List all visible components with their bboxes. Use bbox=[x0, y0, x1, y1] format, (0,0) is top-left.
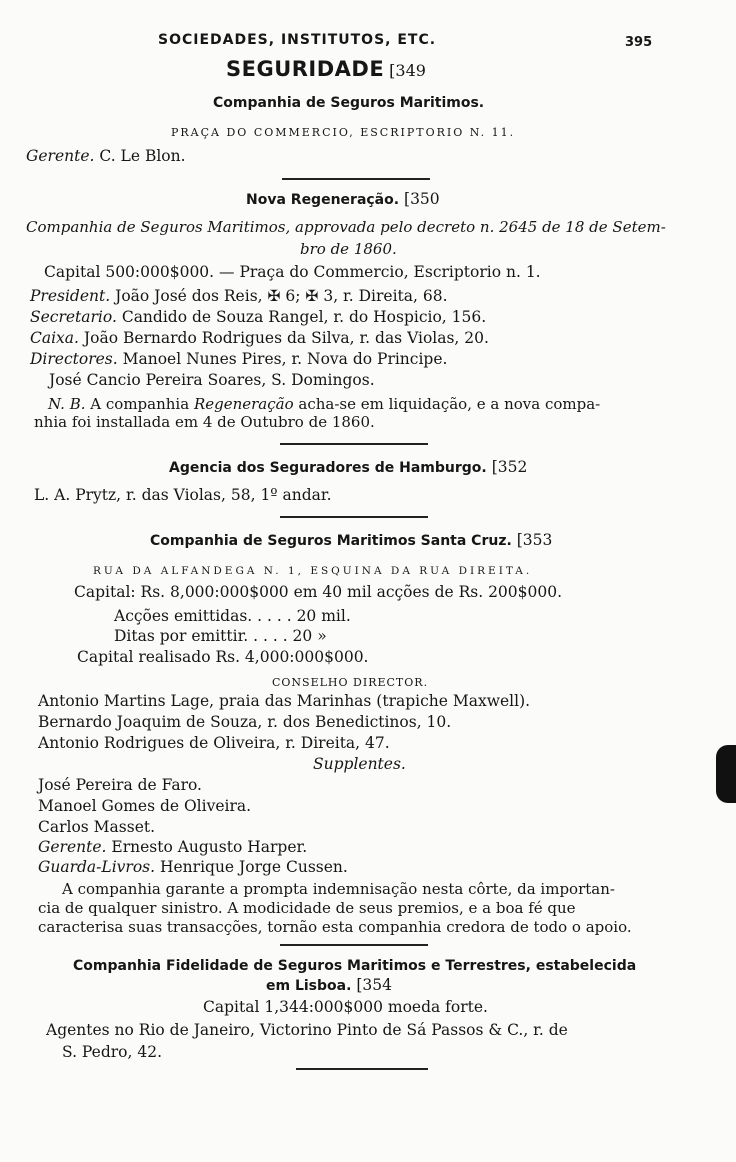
caixa-name: João Bernardo Rodrigues da Silva, r. das Violas, 20. bbox=[83, 329, 489, 347]
entry-350-nb-2: nhia foi installada em 4 de Outubro de 1860. bbox=[34, 413, 375, 431]
caixa-label: Caixa. bbox=[30, 329, 79, 347]
entry-349-gerente bbox=[26, 147, 186, 166]
divider bbox=[280, 516, 428, 518]
entry-353-address: RUA DA ALFANDEGA N. 1, ESQUINA DA RUA DIREITA. bbox=[93, 565, 533, 577]
divider bbox=[280, 944, 428, 946]
page-number: 395 bbox=[625, 35, 653, 50]
entry-349-address: PRAÇA DO COMMERCIO, ESCRIPTORIO N. 11. bbox=[171, 126, 516, 139]
nb-pre: A companhia bbox=[90, 395, 190, 413]
supplente: Manoel Gomes de Oliveira. bbox=[38, 797, 252, 815]
entry-354-heading-2 bbox=[266, 976, 392, 996]
conselho-header: CONSELHO DIRECTOR. bbox=[272, 676, 429, 689]
president-name: João José dos Reis, ✠ 6; ✠ 3, r. Direita, 68. bbox=[115, 287, 448, 305]
directores-label: Directores. bbox=[30, 350, 118, 368]
ditas-por-emittir: Ditas por emittir. . . . . 20 » bbox=[114, 627, 327, 645]
entry-350-desc-1: Companhia de Seguros Maritimos, approvada pelo decreto n. 2645 de 18 de Setem- bbox=[26, 218, 666, 236]
entry-353-gerente bbox=[38, 838, 307, 857]
acoes-emittidas: Acções emittidas. . . . . 20 mil. bbox=[114, 607, 351, 625]
secretario-name: Candido de Souza Rangel, r. do Hospicio, 156. bbox=[121, 308, 487, 326]
conselho-member: Bernardo Joaquim de Souza, r. dos Benedictinos, 10. bbox=[38, 713, 452, 731]
divider bbox=[296, 1068, 428, 1070]
entry-350-name: Nova Regeneração. bbox=[246, 192, 400, 208]
supplente: Carlos Masset. bbox=[38, 818, 156, 836]
gerente-label: Gerente. bbox=[38, 838, 107, 856]
divider bbox=[280, 443, 428, 445]
section-heading bbox=[226, 57, 426, 86]
entry-number-350: [350 bbox=[404, 190, 440, 208]
entry-350-nb bbox=[48, 395, 600, 414]
entry-352-address: L. A. Prytz, r. das Violas, 58, 1º andar. bbox=[34, 486, 332, 504]
supplente: José Pereira de Faro. bbox=[38, 776, 202, 794]
entry-353-name: Companhia de Seguros Maritimos Santa Cruz. bbox=[150, 533, 512, 549]
secretario-label: Secretario. bbox=[30, 308, 117, 326]
entry-350-directores bbox=[30, 350, 447, 369]
entry-353-heading bbox=[150, 531, 552, 551]
guarda-livros-name: Henrique Jorge Cussen. bbox=[159, 858, 348, 876]
entry-350-director-2: José Cancio Pereira Soares, S. Domingos. bbox=[49, 371, 375, 389]
entry-352-heading bbox=[169, 458, 527, 478]
conselho-member: Antonio Rodrigues de Oliveira, r. Direita, 47. bbox=[38, 734, 390, 752]
entry-350-president bbox=[30, 287, 448, 306]
nb-label: N. B. bbox=[48, 395, 86, 413]
entry-354-name-1: Companhia Fidelidade de Seguros Maritimos e Terrestres, estabelecida bbox=[73, 958, 637, 974]
ink-blot bbox=[716, 745, 736, 803]
president-label: President. bbox=[30, 287, 111, 305]
entry-350-desc-2: bro de 1860. bbox=[300, 240, 397, 258]
entry-350-heading bbox=[246, 190, 440, 210]
capital-realisado: Capital realisado Rs. 4,000:000$000. bbox=[77, 648, 369, 666]
conselho-member: Antonio Martins Lage, praia das Marinhas (trapiche Maxwell). bbox=[38, 692, 531, 710]
entry-354-name-2: em Lisboa. bbox=[266, 978, 352, 994]
entry-353-guarda-livros bbox=[38, 858, 348, 877]
nb-post: acha-se em liquidação, e a nova compa- bbox=[298, 395, 601, 413]
entry-352-name: Agencia dos Seguradores de Hamburgo. bbox=[169, 460, 487, 476]
entry-350-secretario bbox=[30, 308, 486, 327]
divider bbox=[282, 178, 430, 180]
section-title: SEGURIDADE bbox=[226, 57, 385, 81]
entry-349-name: Companhia de Seguros Maritimos. bbox=[213, 95, 485, 111]
entry-350-caixa bbox=[30, 329, 489, 348]
entry-number-354: [354 bbox=[356, 976, 392, 994]
entry-354-agents-1: Agentes no Rio de Janeiro, Victorino Pinto de Sá Passos & C., r. de bbox=[46, 1021, 568, 1039]
supplentes-header: Supplentes. bbox=[313, 755, 406, 773]
entry-number-352: [352 bbox=[491, 458, 528, 476]
entry-353-capital: Capital: Rs. 8,000:000$000 em 40 mil acções de Rs. 200$000. bbox=[74, 583, 563, 601]
entry-353-paragraph-1: A companhia garante a prompta indemnisação nesta côrte, da importan- bbox=[62, 880, 615, 898]
gerente-name: C. Le Blon. bbox=[99, 147, 186, 165]
entry-number-353: [353 bbox=[516, 531, 553, 549]
running-title: SOCIEDADES, INSTITUTOS, ETC. bbox=[158, 32, 437, 48]
entry-353-paragraph-2: cia de qualquer sinistro. A modicidade de seus premios, e a boa fé que bbox=[38, 899, 576, 917]
nb-company: Regeneração bbox=[193, 395, 294, 413]
gerente-label: Gerente. bbox=[26, 147, 95, 165]
entry-353-paragraph-3: caracterisa suas transacções, tornão esta companhia credora de todo o apoio. bbox=[38, 918, 632, 936]
director-1: Manoel Nunes Pires, r. Nova do Principe. bbox=[122, 350, 448, 368]
gerente-name: Ernesto Augusto Harper. bbox=[111, 838, 308, 856]
entry-354-agents-2: S. Pedro, 42. bbox=[62, 1043, 162, 1061]
guarda-livros-label: Guarda-Livros. bbox=[38, 858, 156, 876]
entry-354-capital: Capital 1,344:000$000 moeda forte. bbox=[203, 998, 488, 1016]
entry-number-349: [349 bbox=[389, 61, 426, 80]
entry-350-capital: Capital 500:000$000. — Praça do Commercio, Escriptorio n. 1. bbox=[44, 263, 541, 281]
